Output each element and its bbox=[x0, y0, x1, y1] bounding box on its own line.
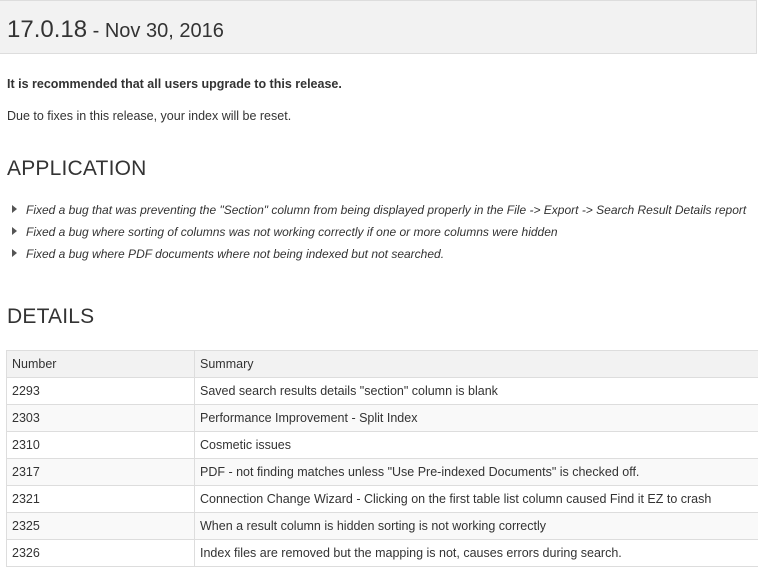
issue-number: 2317 bbox=[7, 459, 195, 486]
release-title bbox=[7, 8, 224, 45]
application-fix-list bbox=[12, 201, 746, 267]
upgrade-recommendation: It is recommended that all users upgrade to this release. bbox=[7, 77, 342, 91]
issue-summary: Connection Change Wizard - Clicking on the first table list column caused Find it EZ to crash bbox=[195, 486, 758, 513]
caret-right-icon bbox=[12, 205, 17, 213]
release-separator: - bbox=[87, 20, 105, 42]
issue-number: 2326 bbox=[7, 540, 195, 567]
list-item bbox=[12, 245, 746, 267]
fix-text: Fixed a bug that was preventing the "Section" column from being displayed properly in the File -> Export -> Search Result Details report bbox=[26, 203, 747, 217]
table-row bbox=[7, 432, 758, 459]
table-row bbox=[7, 459, 758, 486]
release-date: Nov 30, 2016 bbox=[104, 20, 224, 42]
table-row bbox=[7, 513, 758, 540]
column-header-number: Number bbox=[7, 351, 195, 378]
issue-summary: Cosmetic issues bbox=[195, 432, 758, 459]
issue-number: 2325 bbox=[7, 513, 195, 540]
fix-text: Fixed a bug where PDF documents where not being indexed but not searched. bbox=[26, 247, 445, 261]
caret-right-icon bbox=[12, 227, 17, 235]
table-row bbox=[7, 378, 758, 405]
issue-summary: Saved search results details "section" column is blank bbox=[195, 378, 758, 405]
application-heading: APPLICATION bbox=[7, 157, 147, 180]
fix-text: Fixed a bug where sorting of columns was not working correctly if one or more columns were hidden bbox=[26, 225, 558, 239]
release-version: 17.0.18 bbox=[7, 16, 88, 43]
caret-right-icon bbox=[12, 249, 17, 257]
table-row bbox=[7, 405, 758, 432]
issue-number: 2321 bbox=[7, 486, 195, 513]
table-row bbox=[7, 540, 758, 567]
details-table bbox=[6, 350, 758, 567]
details-heading: DETAILS bbox=[7, 305, 95, 328]
column-header-summary: Summary bbox=[195, 351, 758, 378]
issue-number: 2303 bbox=[7, 405, 195, 432]
issue-summary: Index files are removed but the mapping is not, causes errors during search. bbox=[195, 540, 758, 567]
list-item bbox=[12, 201, 746, 223]
issue-number: 2293 bbox=[7, 378, 195, 405]
index-reset-note: Due to fixes in this release, your index will be reset. bbox=[7, 109, 292, 123]
issue-number: 2310 bbox=[7, 432, 195, 459]
list-item bbox=[12, 223, 746, 245]
release-header bbox=[0, 0, 757, 54]
issue-summary: Performance Improvement - Split Index bbox=[195, 405, 758, 432]
table-header-row bbox=[7, 351, 758, 378]
issue-summary: PDF - not finding matches unless "Use Pre-indexed Documents" is checked off. bbox=[195, 459, 758, 486]
issue-summary: When a result column is hidden sorting is not working correctly bbox=[195, 513, 758, 540]
table-row bbox=[7, 486, 758, 513]
